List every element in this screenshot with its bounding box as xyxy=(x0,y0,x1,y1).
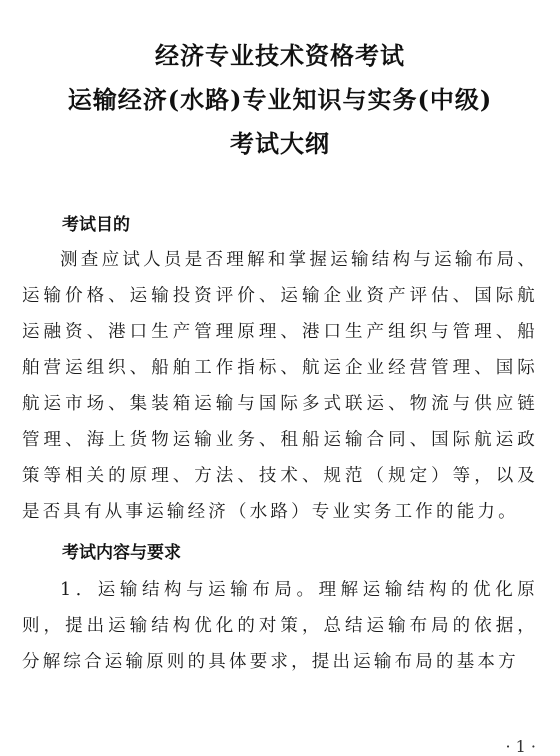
section-heading-exam-content: 考试内容与要求 xyxy=(62,543,181,563)
title-line-3: 考试大纲 xyxy=(230,129,330,158)
page-number: · 1 · xyxy=(505,737,536,756)
paragraph-exam-content: 1．运输结构与运输布局。理解运输结构的优化原则，提出运输结构优化的对策，总结运输布局的依据，分解综合运输原则的具体要求，提出运输布局的基本方 xyxy=(22,580,538,672)
paragraph-exam-purpose: 测查应试人员是否理解和掌握运输结构与运输布局、运输价格、运输投资评价、运输企业资产评估、国际航运融资、港口生产管理原理、港口生产组织与管理、船舶营运组织、船舶工作指标、航运企业经营管理、国际航运市场、集装箱运输与国际多式联运、物流与供应链管理、海上货物运输业务、租船运输合同、国际航运政策等相关的原理、方法、技术、规范（规定）等，以及是否具有从事运输经济（水路）专业实务工作的能力。 xyxy=(22,250,538,522)
section-heading-exam-purpose: 考试目的 xyxy=(62,215,130,235)
document-title-block xyxy=(22,0,538,166)
title-line-1: 经济专业技术资格考试 xyxy=(155,41,405,70)
title-line-2: 运输经济(水路)专业知识与实务(中级) xyxy=(67,85,493,114)
